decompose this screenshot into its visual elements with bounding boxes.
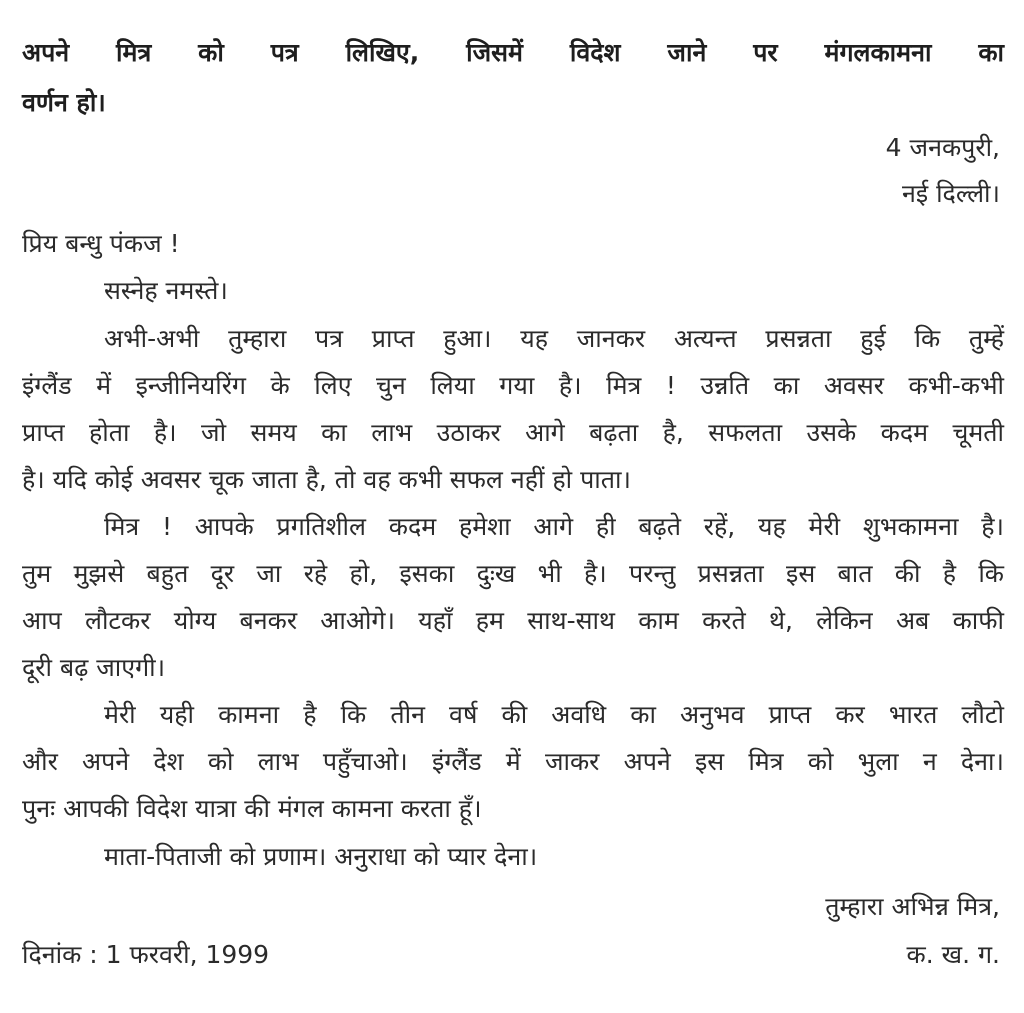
paragraph-4-line-1: माता-पिताजी को प्रणाम। अनुराधा को प्यार देना। — [104, 842, 538, 871]
question-title-line-1: अपने मित्र को पत्र लिखिए, जिसमें विदेश जाने पर मंगलकामना का — [22, 38, 1004, 67]
sender-address-line-1: 4 जनकपुरी, — [885, 133, 1000, 162]
paragraph-3-line-3: पुनः आपकी विदेश यात्रा की मंगल कामना करता हूँ। — [22, 794, 482, 823]
letter-date: दिनांक : 1 फरवरी, 1999 — [22, 940, 270, 969]
paragraph-1-line-2: इंग्लैंड में इन्जीनियरिंग के लिए चुन लिया गया है। मित्र ! उन्नति का अवसर कभी-कभी — [22, 371, 1004, 400]
paragraph-1-line-1: अभी-अभी तुम्हारा पत्र प्राप्त हुआ। यह जानकर अत्यन्त प्रसन्नता हुई कि तुम्हें — [104, 324, 1004, 353]
paragraph-3-line-1: मेरी यही कामना है कि तीन वर्ष की अवधि का अनुभव प्राप्त कर भारत लौटो — [104, 700, 1004, 729]
paragraph-2-line-4: दूरी बढ़ जाएगी। — [22, 653, 166, 682]
paragraph-3-line-2: और अपने देश को लाभ पहुँचाओ। इंग्लैंड में जाकर अपने इस मित्र को भुला न देना। — [22, 747, 1004, 776]
paragraph-2-line-1: मित्र ! आपके प्रगतिशील कदम हमेशा आगे ही बढ़ते रहें, यह मेरी शुभकामना है। — [104, 512, 1004, 541]
question-title-line-2: वर्णन हो। — [22, 88, 106, 117]
paragraph-1-line-3: प्राप्त होता है। जो समय का लाभ उठाकर आगे बढ़ता है, सफलता उसके कदम चूमती — [22, 418, 1004, 447]
greeting: सस्नेह नमस्ते। — [104, 276, 228, 305]
sender-address-line-2: नई दिल्ली। — [901, 179, 1000, 208]
paragraph-1-line-4: है। यदि कोई अवसर चूक जाता है, तो वह कभी सफल नहीं हो पाता। — [22, 465, 631, 494]
closing-phrase: तुम्हारा अभिन्न मित्र, — [825, 892, 1000, 921]
paragraph-2-line-2: तुम मुझसे बहुत दूर जा रहे हो, इसका दुःख भी है। परन्तु प्रसन्नता इस बात की है कि — [22, 559, 1004, 588]
salutation: प्रिय बन्धु पंकज ! — [22, 229, 180, 258]
signature: क. ख. ग. — [906, 940, 1000, 969]
paragraph-2-line-3: आप लौटकर योग्य बनकर आओगे। यहाँ हम साथ-साथ काम करते थे, लेकिन अब काफी — [22, 606, 1004, 635]
